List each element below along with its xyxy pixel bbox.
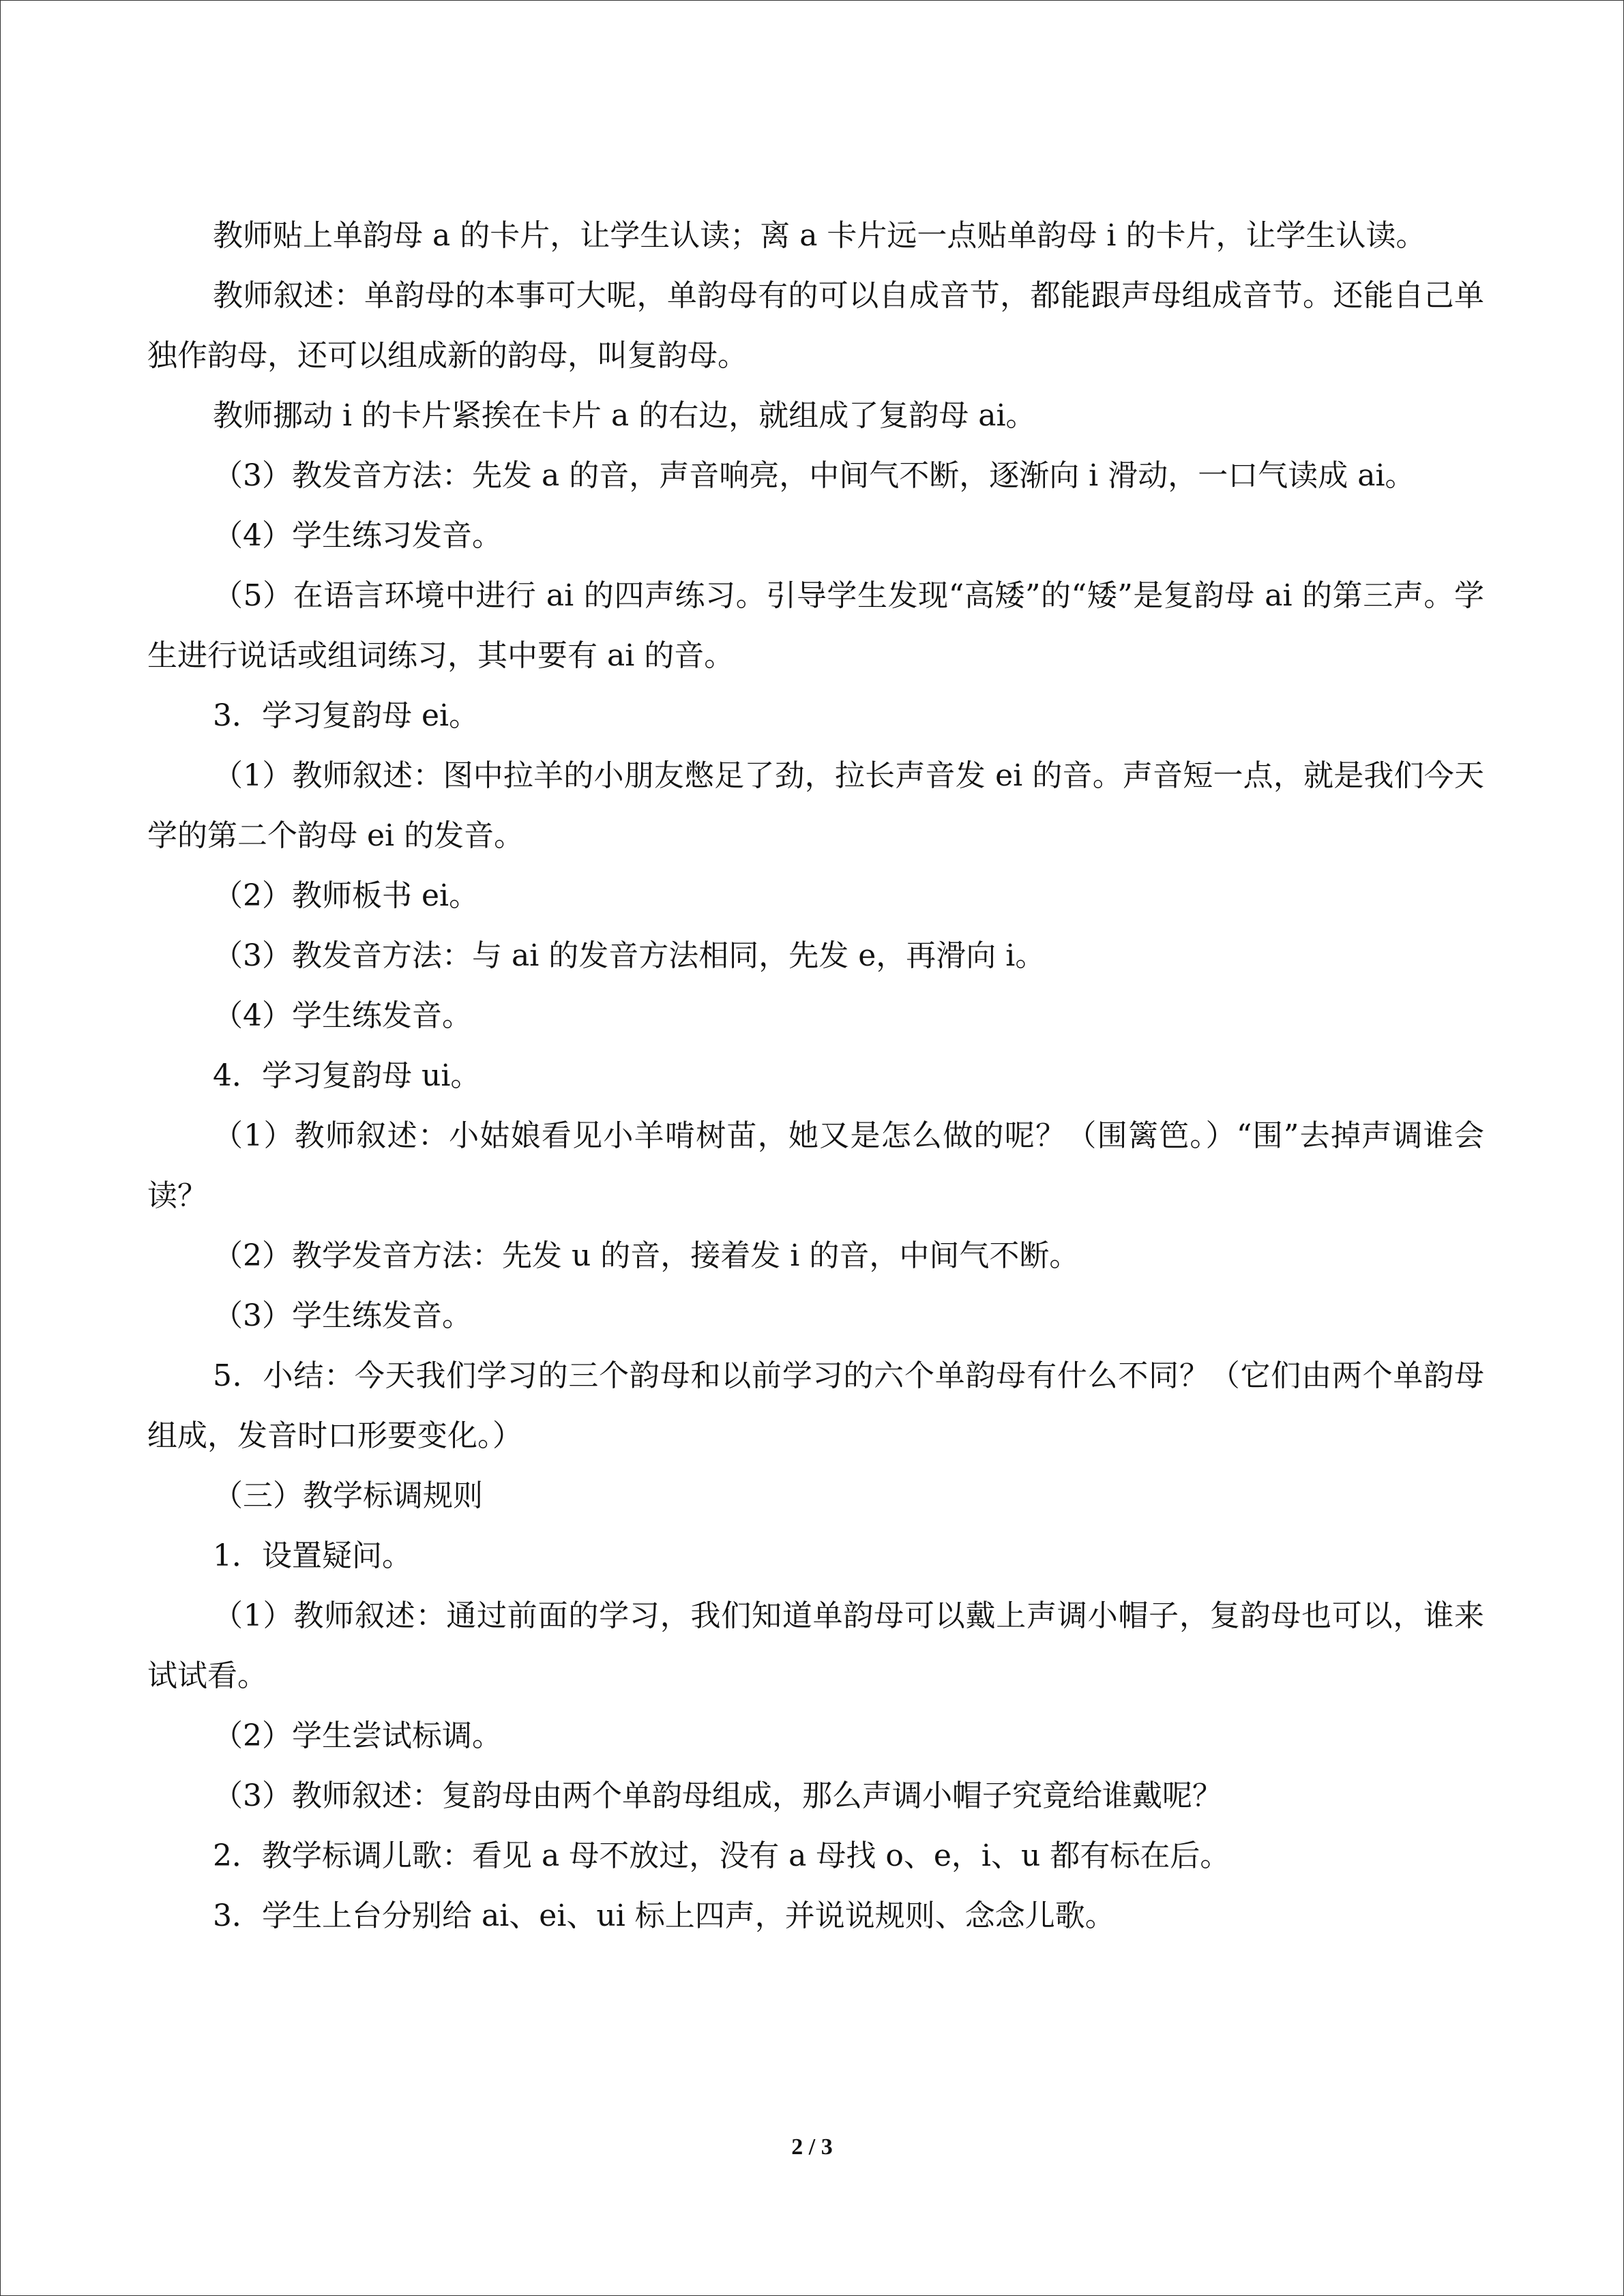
paragraph: （3）教发音方法：与 ai 的发音方法相同，先发 e，再滑向 i。 xyxy=(213,938,1046,973)
paragraph: （2）学生尝试标调。 xyxy=(213,1718,502,1753)
paragraph: 3．学生上台分别给 ai、ei、ui 标上四声，并说说规则、念念儿歌。 xyxy=(213,1898,1115,1933)
page-number: 2 / 3 xyxy=(791,2134,833,2160)
paragraph: （1）教师叙述：通过前面的学习，我们知道单韵母可以戴上声调小帽子，复韵母也可以，谁来试试看。 xyxy=(147,1598,1484,1693)
paragraph: 教师挪动 i 的卡片紧挨在卡片 a 的右边，就组成了复韵母 ai。 xyxy=(213,398,1036,433)
section-heading: 4．学习复韵母 ui。 xyxy=(213,1058,481,1093)
paragraph: （3）教师叙述：复韵母由两个单韵母组成，那么声调小帽子究竟给谁戴呢？ xyxy=(213,1778,1222,1813)
paragraph: 教师贴上单韵母 a 的卡片，让学生认读；离 a 卡片远一点贴单韵母 i 的卡片，让学生认读。 xyxy=(213,218,1426,253)
paragraph: （2）教学发音方法：先发 u 的音，接着发 i 的音，中间气不断。 xyxy=(213,1238,1080,1273)
paragraph: 2．教学标调儿歌：看见 a 母不放过，没有 a 母找 o、e，i、u 都有标在后。 xyxy=(213,1838,1230,1873)
paragraph: （1）教师叙述：图中拉羊的小朋友憋足了劲，拉长声音发 ei 的音。声音短一点，就是我们今天学的第二个韵母 ei 的发音。 xyxy=(147,758,1484,853)
paragraph: （1）教师叙述：小姑娘看见小羊啃树苗，她又是怎么做的呢？（围篱笆。）“围”去掉声调谁会读？ xyxy=(147,1118,1484,1213)
paragraph: （3）教发音方法：先发 a 的音，声音响亮，中间气不断，逐渐向 i 滑动，一口气读成 ai。 xyxy=(213,458,1415,493)
document-body xyxy=(147,206,1484,1946)
paragraph: （4）学生练发音。 xyxy=(213,998,472,1033)
paragraph: （5）在语言环境中进行 ai 的四声练习。引导学生发现“高矮”的“矮”是复韵母 ai 的第三声。学生进行说话或组词练习，其中要有 ai 的音。 xyxy=(147,578,1484,673)
paragraph: 1．设置疑问。 xyxy=(213,1538,412,1573)
paragraph: 教师叙述：单韵母的本事可大呢，单韵母有的可以自成音节，都能跟声母组成音节。还能自己单独作韵母，还可以组成新的韵母，叫复韵母。 xyxy=(147,278,1484,373)
paragraph: （3）学生练发音。 xyxy=(213,1298,472,1333)
paragraph: 5．小结：今天我们学习的三个韵母和以前学习的六个单韵母有什么不同？（它们由两个单韵母组成，发音时口形要变化。） xyxy=(147,1358,1484,1453)
paragraph: （4）学生练习发音。 xyxy=(213,518,502,553)
section-heading: 3．学习复韵母 ei。 xyxy=(213,698,479,733)
paragraph: （2）教师板书 ei。 xyxy=(213,878,479,913)
section-heading: （三）教学标调规则 xyxy=(213,1478,483,1513)
